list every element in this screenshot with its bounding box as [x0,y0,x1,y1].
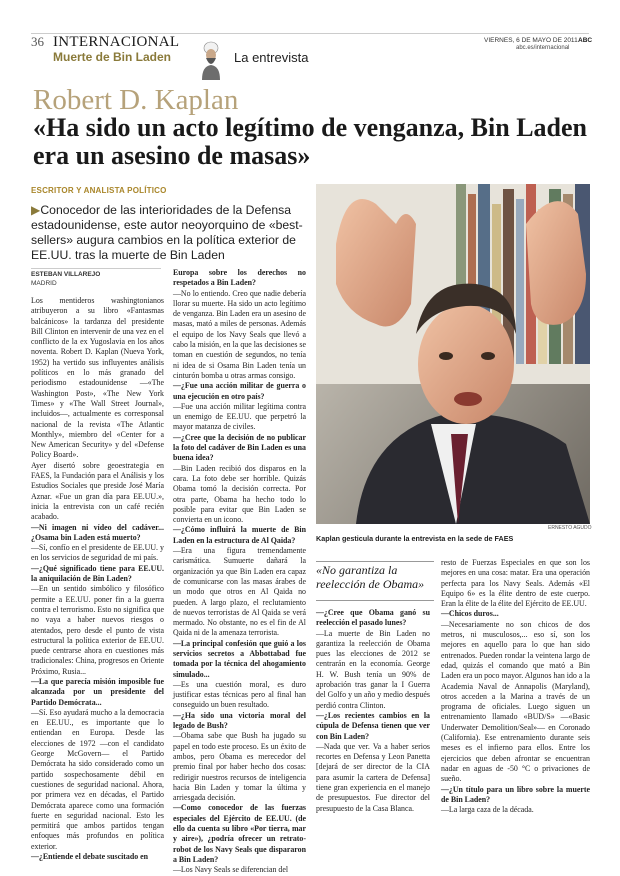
interview-paragraph: —En un sentido simbólico y filosófico permite a EE.UU. poner fin a la guerra contra el terrorismo. Esto no significa que no vaya a haber nuevos riesgos o atentados, pero desde el punto de vista estructural la política exterior de EE.UU. puede centrarse ahora en cuestiones más tradicionales: China, progresos en Oriente Próximo, Rusia... [31,584,165,676]
interview-paragraph: —Era una figura tremendamente carismática. Sumuerte dañará la organización ya que Bin Laden era capaz de comunicarse con las masas árabes de un modo que otros en Al Qaida no pueden. A largo plazo, el reclutamiento de nuevos terroristas de Al Qaida se verá mermado. No obstante, no es el fin de Al Qaida ni de la amenaza terrorista. [173,546,306,638]
interview-question: —La principal confesión que guió a los servicios secretos a Abbottabad fue tomada por la técnica del ahogamiento simulado... [173,638,306,679]
interview-question: Europa sobre los derechos no respetados a Bin Laden? [173,268,306,288]
interview-question: —Como conocedor de las fuerzas especiales del Ejército de EE.UU. (de ello da cuenta su libro «Por tierra, mar y aire»), ¿podría ofrecer un retrato-robot de los Navy Seals que dispararon a Bin Laden? [173,803,306,864]
subsection-title: Muerte de Bin Laden [53,50,172,64]
section-url[interactable]: abc.es/internacional [516,45,570,51]
headline: «Ha sido un acto legítimo de venganza, Bin Laden era un asesino de masas» [33,113,587,170]
interview-paragraph: —Sí. Eso ayudará mucho a la democracia en EE.UU., es importante que lo entiendan en Europa. Desde las elecciones de 1972 —con el candidato George McGovern— el Partido Demócrata ha sido considerado como un partido sospechosamente débil en cuestiones de seguridad nacional. Ahora, por primera vez en décadas, el Partido Demócrata aparece como una formación fuerte en seguridad nacional. Esto les permitirá que ambos partidos tengan enfoques más profundos en política exterior. [31,707,164,851]
interview-question: —¿Los recientes cambios en la cúpula de Defensa tienen que ver con Bin Laden? [316,710,430,741]
deck-text: Conocedor de las interioridades de la Defensa estadounidense, este autor neoyorquino de «best-sellers» augura cambios en la política exterior de EE.UU. tras la muerte de Bin Laden [31,203,303,262]
bin-laden-portrait-icon [200,40,222,80]
section-title: INTERNACIONAL [53,34,180,50]
feature-label: La entrevista [234,50,309,65]
interview-question: —¿Un título para un libro sobre la muerte de Bin Laden? [441,784,590,804]
interview-paragraph: —Los Navy Seals se diferencian del [173,865,289,875]
publication-name: ABC [578,37,593,44]
issue-date: VIERNES, 6 DE MAYO DE 2011 [484,37,578,44]
interview-question: —¿Cree que Obama ganó su reelección el pasado lunes? [316,608,430,628]
interview-paragraph: —Fue una acción militar legítima contra un enemigo de EE.UU. que perpetró la mayor matanza de civiles. [173,401,306,432]
dateline-place: MADRID [31,280,57,287]
deck [31,203,311,263]
interview-paragraph: Ayer disertó sobre geoestrategia en FAES, la Fundación para el Análisis y los Estudios Sociales que preside José María Aznar. «Fue un gran día para EE.UU.», inicia la entrevista con un café recién acabado. [31,460,164,522]
kicker: ESCRITOR Y ANALISTA POLÍTICO [31,186,167,195]
pullquote-rule-top [316,561,434,562]
interview-paragraph: —Es una cuestión moral, es duro justificar estas técnicas pero al final han conseguido un buen resultado. [173,679,306,710]
page-number: 36 [31,34,44,49]
interview-paragraph: resto de Fuerzas Especiales en que son los mejores en una cosa: matar. Era una operación perfecta para los Navy Seals. Además «El Equipo 6» es la élite dentro de este cuerpo. Eran la élite de la élite del Ejército de EE.UU. [441,558,590,609]
interview-question: —¿Fue una acción militar de guerra o una ejecución en otro país? [173,381,306,401]
interview-question: —Chicos duros... [441,609,499,619]
article-column-4 [441,558,590,815]
interview-paragraph: —Obama sabe que Bush ha jugado su papel en todo este proceso. Es un éxito de ambos, pero Obama es merecedor del premio final por haber hecho dos cosas: redirigir nuestros recursos de inteligencia hacia Bin Laden y tomar la última y arriesgada decisión. [173,731,306,803]
interview-question: —¿Cómo influirá la muerte de Bin Laden en la estructura de Al Qaida? [173,525,306,545]
interview-question: —¿Cree que la decisión de no publicar la foto del cadáver de Bin Laden es una buena idea? [173,432,306,463]
triangle-bullet-icon: ▶ [31,203,41,217]
interview-paragraph: —Necesariamente no son chicos de dos metros, ni musculosos,... eso sí, son los mejores en aquello para lo que han sido entrenados. Pueden rondar la veintena largo de edad, quizás el comando que mató a Bin Laden era un poco mayor. Algunos han ido a la Academia Naval de Annapolis (Maryland), otros acceden a la Marina a través de un programa de oficiales. Luego siguen un entrenamiento llamado «BUD/S» —«Basic Underwater Demolition/Seal»— en Coronado (California). Ese entrenamiento durante seis meses es el infierno para ellos. Entre los ejercicios que deben afrontar se encuentran nadar en aguas de -50 °C o privaciones de sueño. [441,619,591,784]
interview-paragraph: —Nada que ver. Va a haber serios recortes en Defensa y Leon Panetta [dejará de ser director de la CIA para asumir la cartera de Defensa] tiene gran experiencia en el manejo de presupuestos. Fue director del presupuesto de la Casa Blanca. [316,741,430,813]
pullquote: «No garantiza la reelección de Obama» [316,563,425,591]
interview-question: —¿Ha sido una victoria moral del legado de Bush? [173,710,306,731]
pullquote-rule-bottom [316,600,434,601]
byline: ESTEBAN VILLAREJO [31,271,101,278]
article-column-2 [173,268,306,876]
interview-paragraph: —Bin Laden recibió dos disparos en la cara. La foto debe ser horrible. Quizás Obama tomó la decisión correcta. Por otra parte, Obama ha hecho todo lo posible para evitar que Bin Laden se convierta en un icono. [173,463,306,525]
interview-question: —La que parecía misión imposible fue alcanzada por un presidente del Partido Demócrata... [31,676,164,707]
interview-paragraph: —La muerte de Bin Laden no garantiza la reelección de Obama pues las elecciones de 2012 se centrarán en la economía. George H. W. Bush tenía un 90% de aprobación tras ganar la I Guerra del Golfo y un año y medio después perdió contra Clinton. [316,628,430,710]
interview-question: —¿Qué significado tiene para EE.UU. la aniquilación de Bin Laden? [31,563,164,584]
byline-rule [31,268,161,269]
interview-paragraph: —Sí, confío en el presidente de EE.UU. y en los servicios de seguridad de mi país. [31,543,164,563]
interview-question: —Ni imagen ni vídeo del cadáver... ¿Osama bin Laden está muerto? [31,522,164,542]
interview-photo [316,184,590,524]
article-column-1 [31,296,164,862]
interview-paragraph: Los mentideros washingtonianos atribuyeron a su libro «Fantasmas balcánicos» la tardanza del presidente Bill Clinton en intervenir de una vez en el conflicto de la ex Yugoslavia en los años noventa. Robert D. Kaplan (Nueva York, 1952) ha vertido sus influyentes análisis políticos en lo más granado del periodismo estadounidense —«The Washington Post», «The New York Times» y «The Wall Street Journal», incluidos—, actualmente es corresponsal nacional de la revista «The Atlantic Monthly», miembro del «Center for a New American Security» y del «Defense Policy Board». [31,296,164,460]
interview-paragraph: —No lo entiendo. Creo que nadie debería llorar su muerte. Ha sido un acto legítimo de venganza. Bin Laden era un asesino de masas, mató a miles de personas. Además el equipo de los Navy Seals que llevó a cabo la misión, en la que las decisiones se toman en cuestión de segundos, no tenía ni idea de si Osama Bin Laden tenía un cinturón bomba u otras armas consigo. [173,288,306,380]
interview-question: —¿Entiende el debate suscitado en [31,852,149,862]
interviewee-name: Robert D. Kaplan [33,84,239,116]
article-column-3 [316,608,430,814]
photo-credit: ERNESTO AGUDO [548,525,592,531]
photo-caption: Kaplan gesticula durante la entrevista en la sede de FAES [316,534,514,543]
interview-paragraph: —La larga caza de la década. [441,805,534,815]
